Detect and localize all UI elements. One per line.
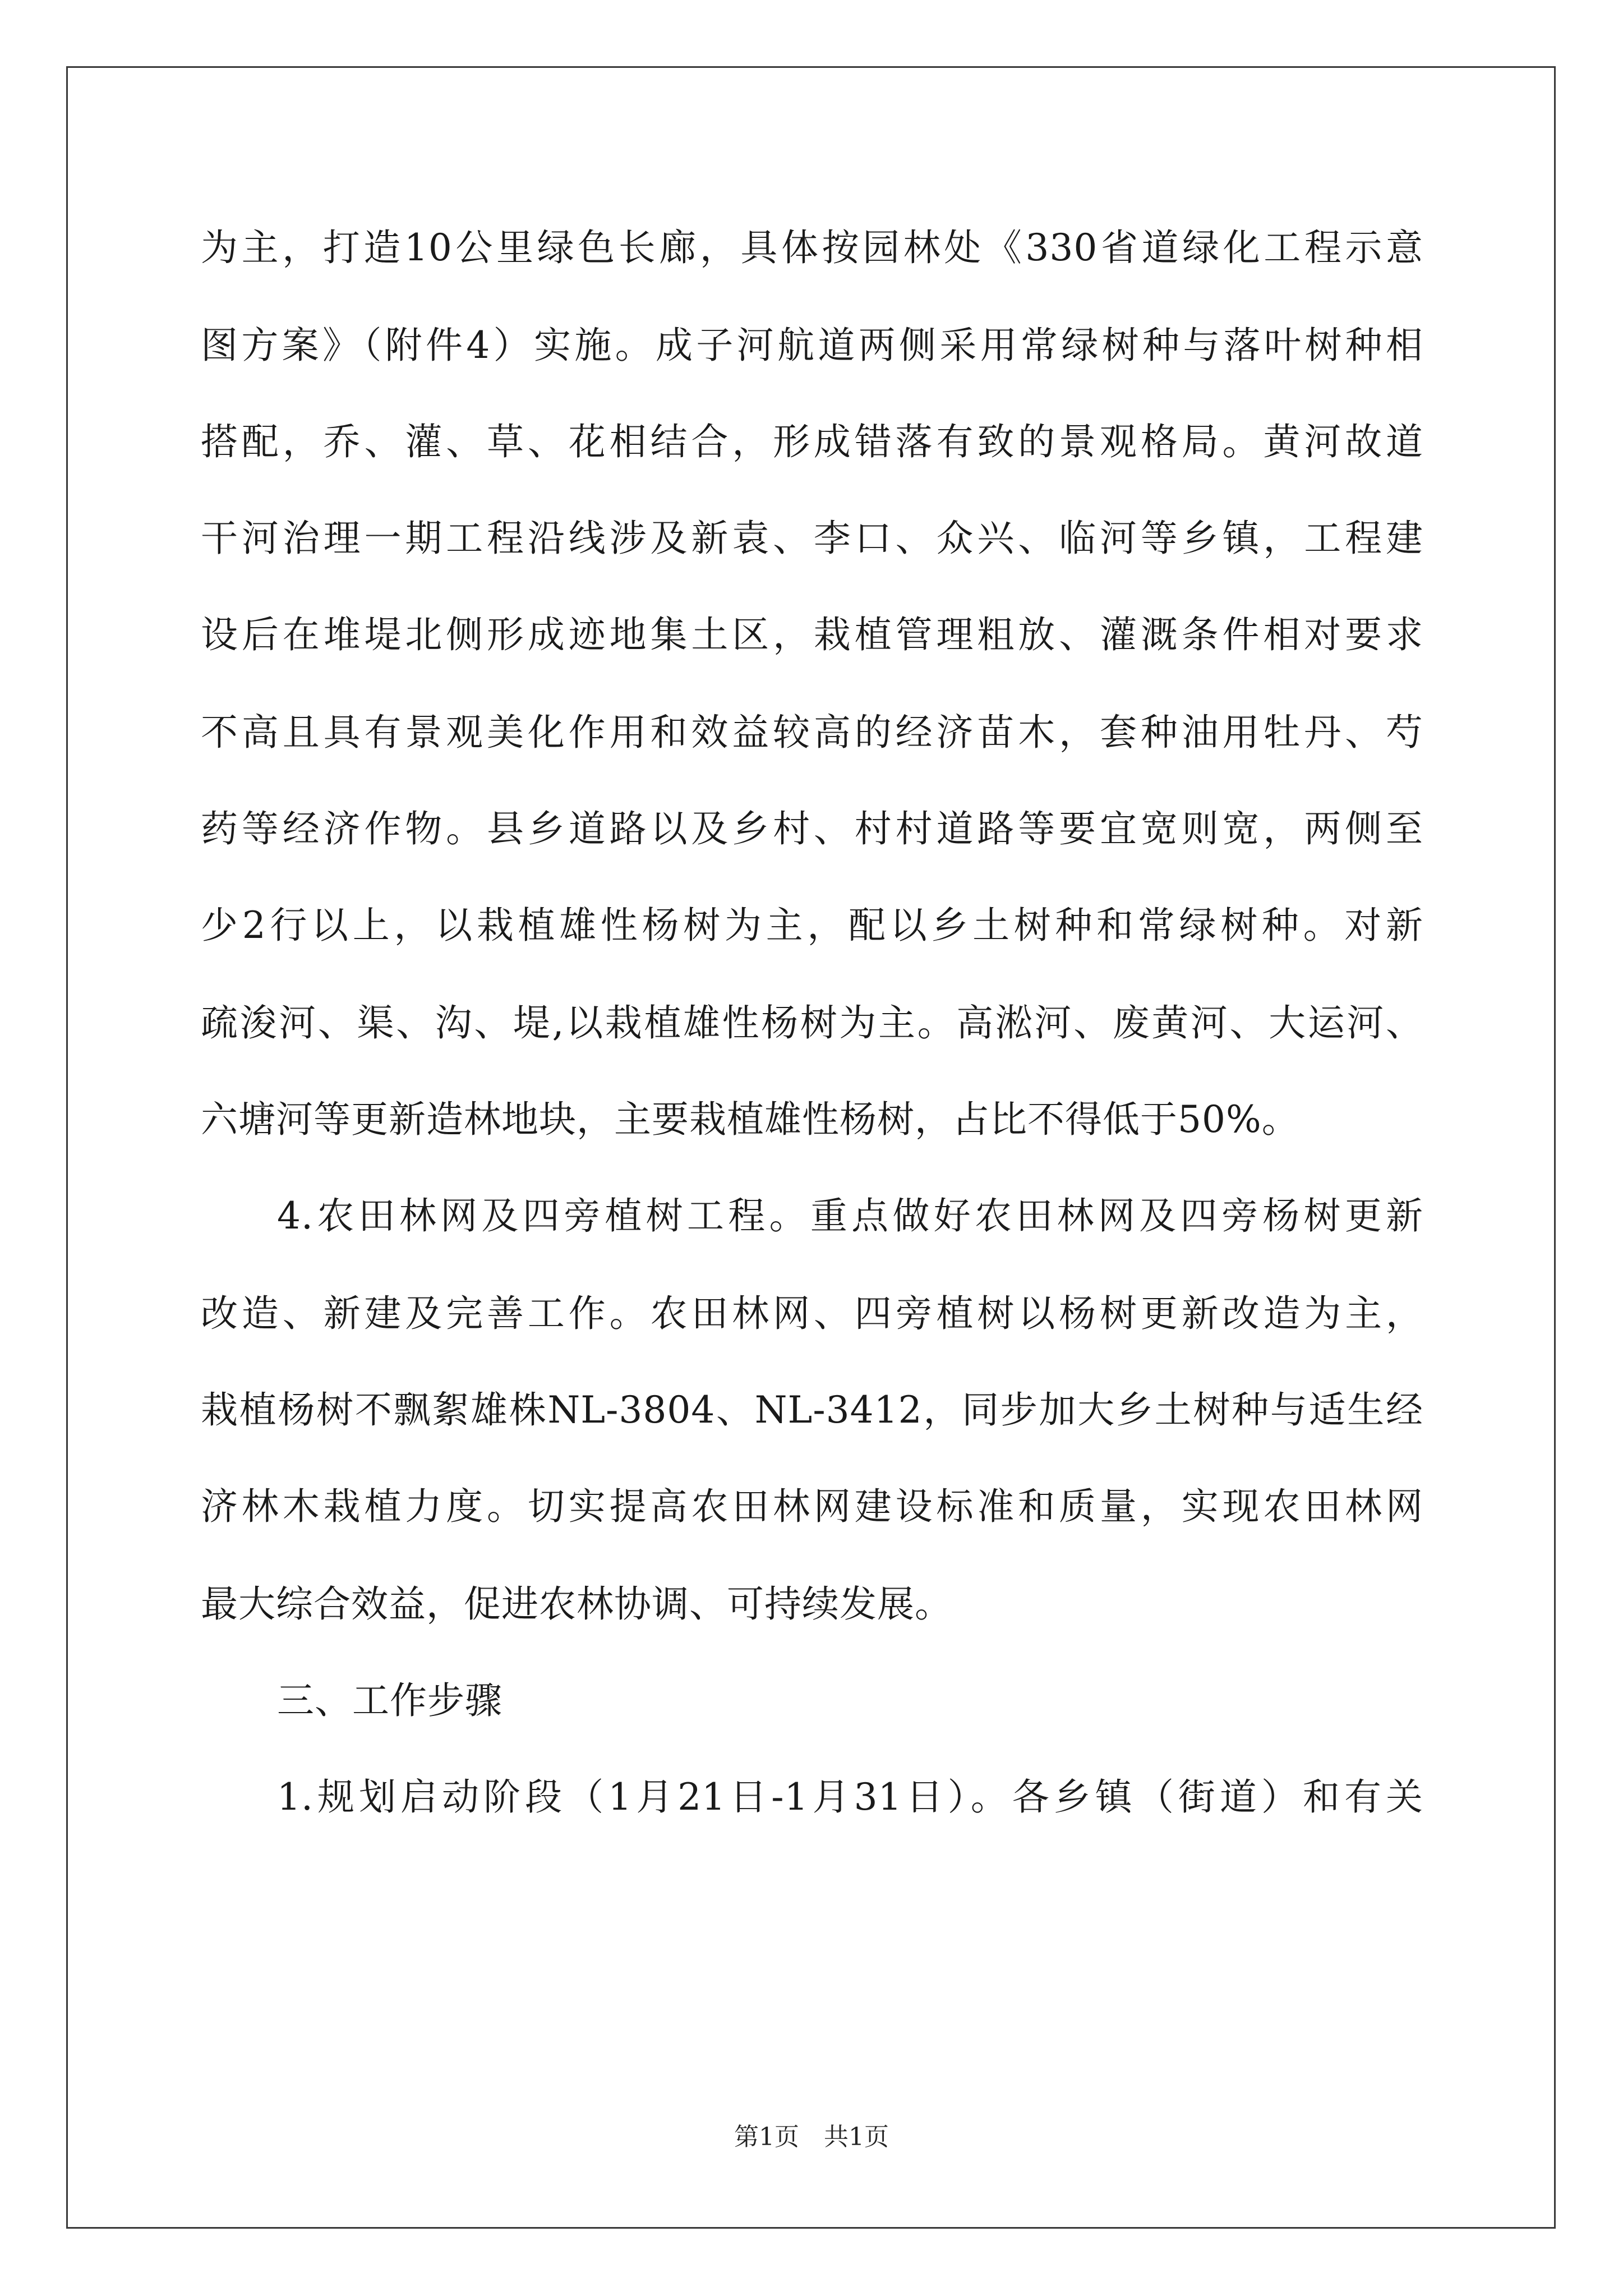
text-line: 搭配，乔、灌、草、花相结合，形成错落有致的景观格局。黄河故道 — [201, 420, 1423, 463]
text-line: 济林木栽植力度。切实提高农田林网建设标准和质量，实现农田林网 — [201, 1485, 1423, 1528]
text-line: 设后在堆堤北侧形成迹地集土区，栽植管理粗放、灌溉条件相对要求 — [201, 613, 1423, 656]
text-line: 为主，打造10公里绿色长廊，具体按园林处《330省道绿化工程示意 — [201, 226, 1423, 269]
page-number: 第1页 — [734, 2123, 799, 2151]
text-line: 1.规划启动阶段（1月21日-1月31日）。各乡镇（街道）和有关 — [277, 1775, 1423, 1819]
text-line: 4.农田林网及四旁植树工程。重点做好农田林网及四旁杨树更新 — [277, 1194, 1423, 1237]
text-line: 药等经济作物。县乡道路以及乡村、村村道路等要宜宽则宽，两侧至 — [201, 807, 1423, 850]
section-heading: 三、工作步骤 — [277, 1679, 502, 1722]
text-line: 栽植杨树不飘絮雄株NL-3804、NL-3412，同步加大乡土树种与适生经 — [201, 1388, 1423, 1432]
text-line: 图方案》（附件4）实施。成子河航道两侧采用常绿树种与落叶树种相 — [201, 324, 1423, 367]
page-border — [66, 66, 1556, 2229]
text-line: 干河治理一期工程沿线涉及新袁、李口、众兴、临河等乡镇，工程建 — [201, 517, 1423, 560]
text-line: 少2行以上，以栽植雄性杨树为主，配以乡土树种和常绿树种。对新 — [201, 904, 1423, 947]
text-line: 最大综合效益，促进农林协调、可持续发展。 — [201, 1582, 952, 1626]
text-line: 疏浚河、渠、沟、堤,以栽植雄性杨树为主。高淞河、废黄河、大运河、 — [201, 1001, 1423, 1045]
text-line: 改造、新建及完善工作。农田林网、四旁植树以杨树更新改造为主， — [201, 1292, 1423, 1335]
page-footer — [0, 2120, 1623, 2154]
text-line: 六塘河等更新造林地块，主要栽植雄性杨树，占比不得低于50%。 — [201, 1098, 1299, 1141]
text-line: 不高且具有景观美化作用和效益较高的经济苗木，套种油用牡丹、芍 — [201, 711, 1423, 754]
page-total: 共1页 — [824, 2123, 889, 2151]
